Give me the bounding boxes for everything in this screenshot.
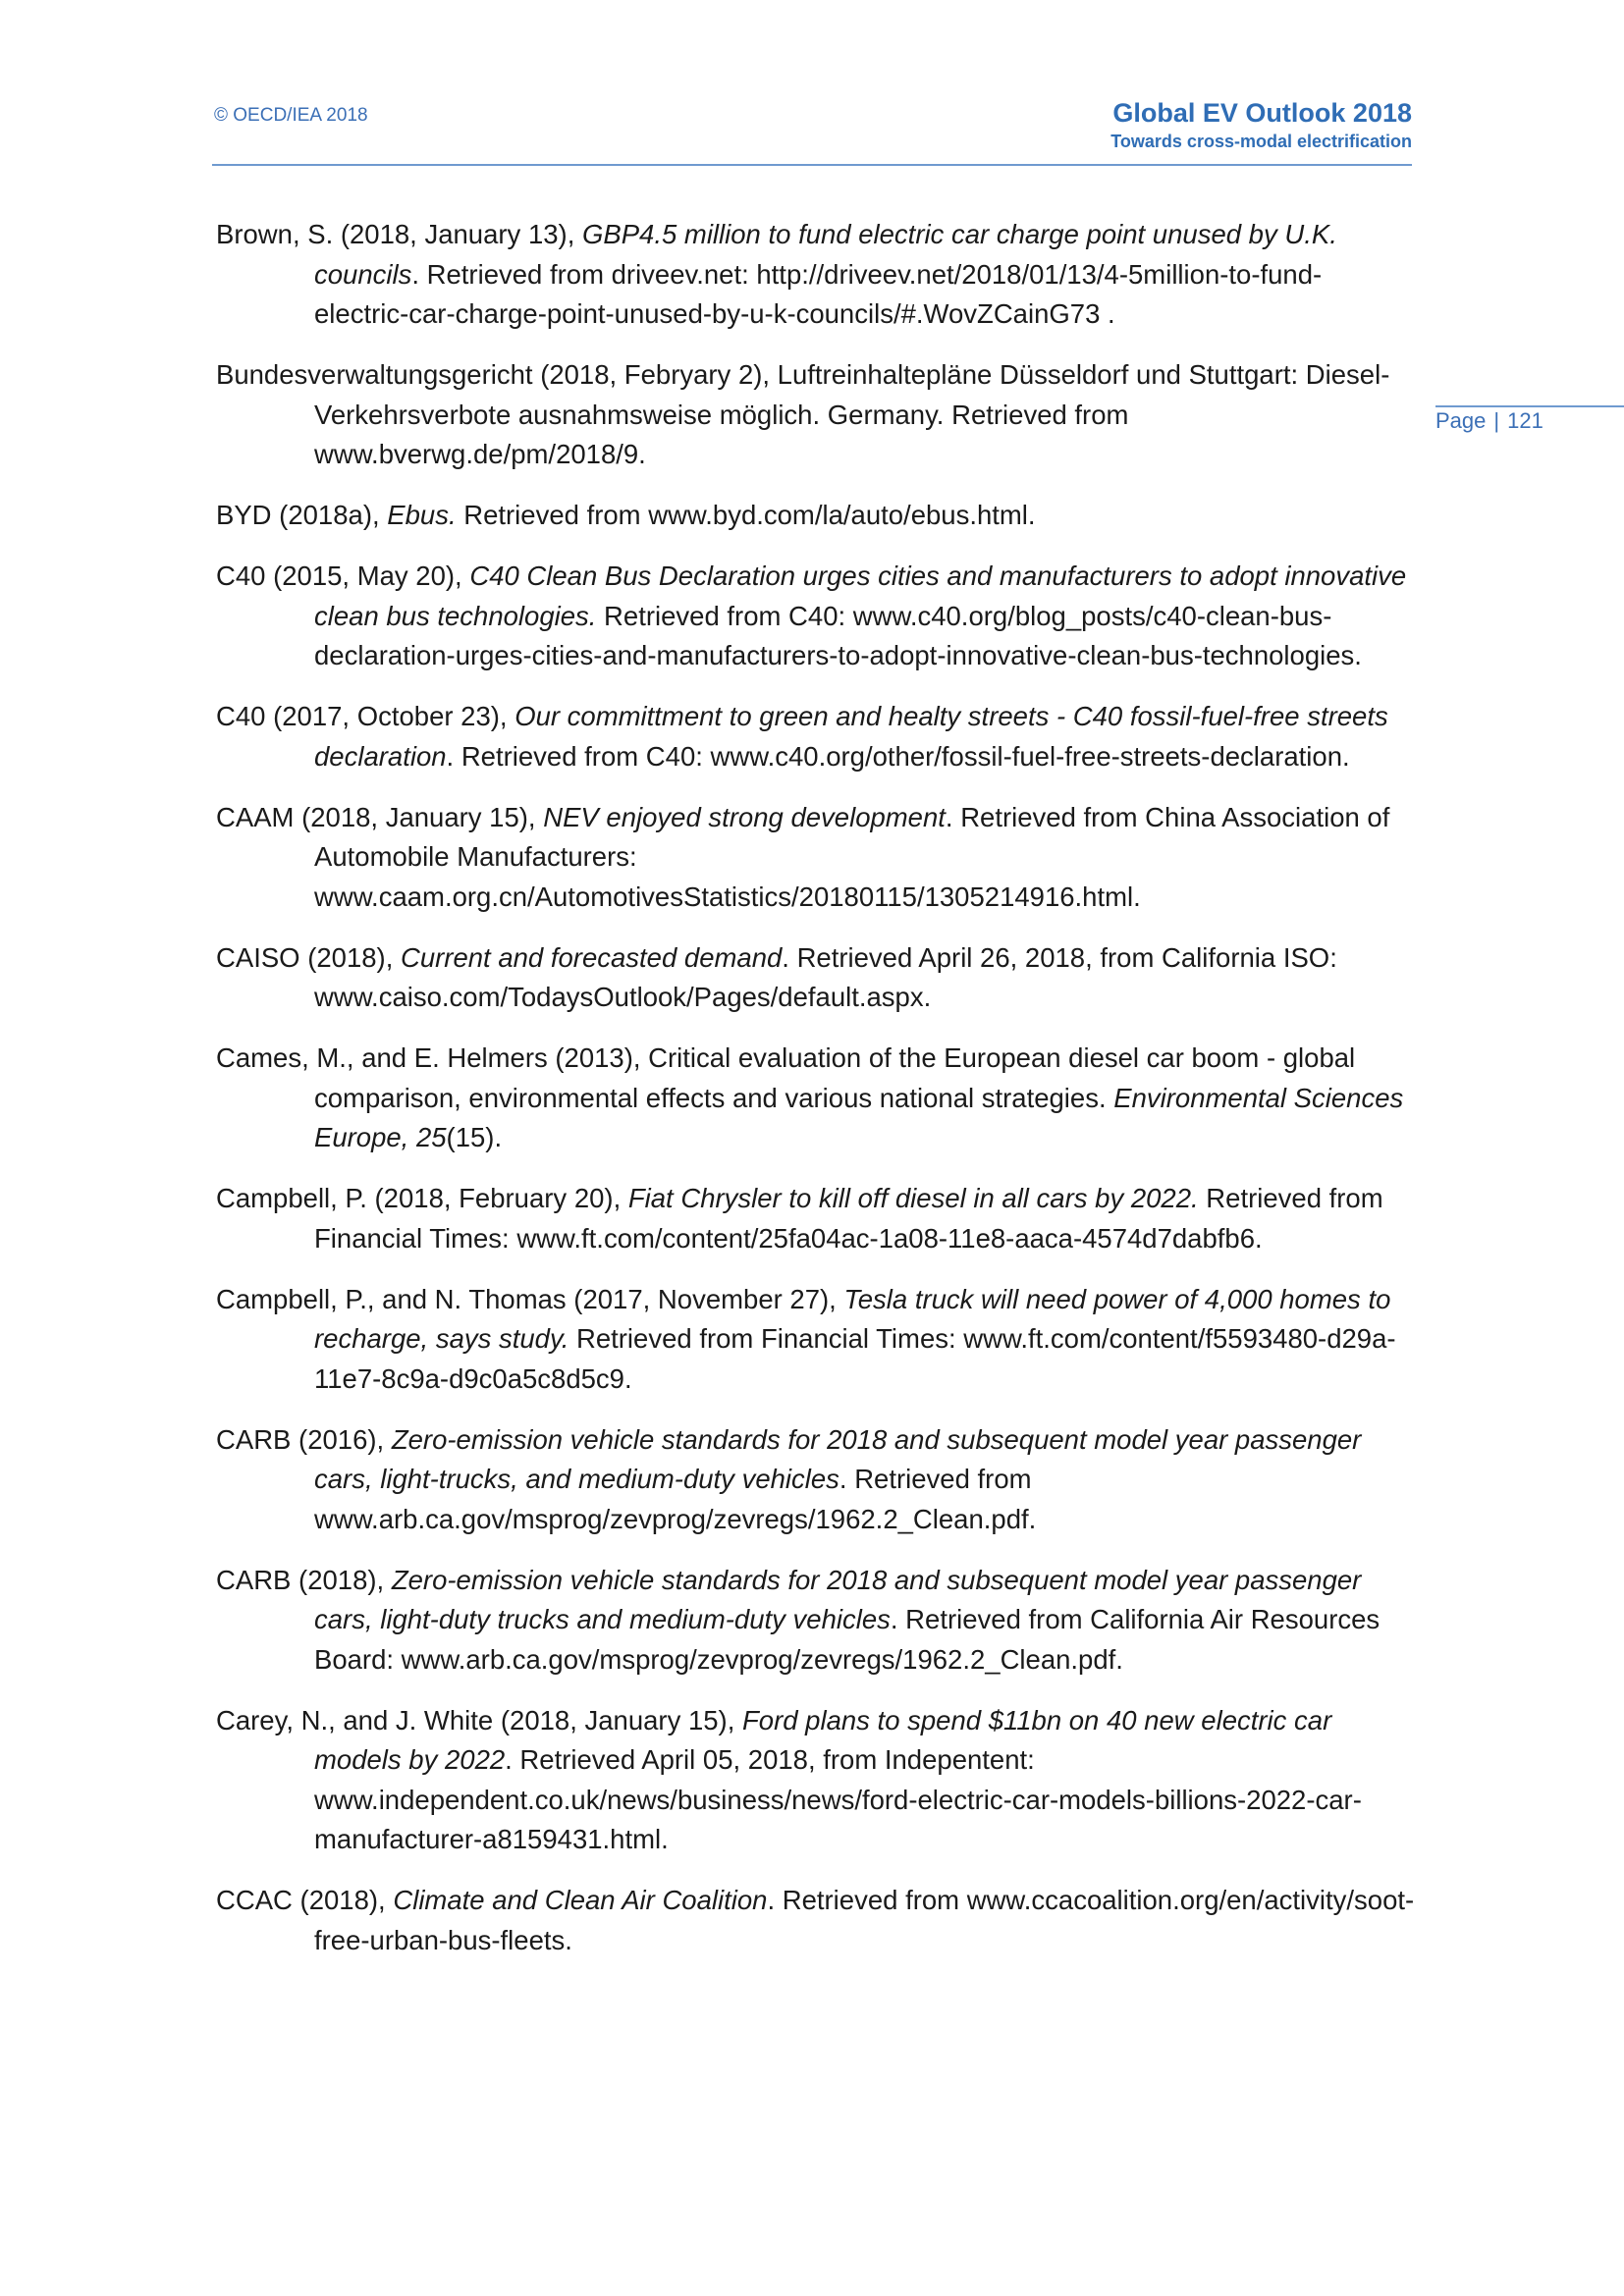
- reference-title: Ford plans to spend $11bn on 40 new electric car models by 2022: [314, 1704, 1332, 1775]
- reference-title: Climate and Clean Air Coalition: [393, 1885, 768, 1915]
- reference-title: Environmental Sciences Europe, 25: [314, 1082, 1404, 1152]
- reference-tail: . Retrieved April 26, 2018, from California ISO: www.caiso.com/TodaysOutlook/Pages/default.aspx.: [314, 941, 1337, 1012]
- reference-title: Tesla truck will need power of 4,000 homes to recharge, says study.: [314, 1283, 1391, 1354]
- reference-tail: . Retrieved from driveev.net: http://driveev.net/2018/01/13/4-5million-to-fund-electric-car-charge-point-unused-by-u-k-councils/#.WovZCainG73 .: [314, 258, 1323, 329]
- reference-list: [216, 215, 1416, 1982]
- report-header: [1110, 96, 1412, 153]
- header-divider: [212, 164, 1412, 166]
- reference-lead: Brown, S. (2018, January 13),: [216, 219, 582, 249]
- report-title: Global EV Outlook 2018: [1112, 98, 1412, 128]
- reference-tail: . Retrieved from China Association of Automobile Manufacturers: www.caam.org.cn/AutomotivesStatistics/20180115/1305214916.html.: [314, 801, 1390, 912]
- reference-entry: [216, 697, 1416, 776]
- reference-entry: [216, 1420, 1416, 1540]
- reference-lead: Campbell, P. (2018, February 20),: [216, 1183, 628, 1213]
- reference-title: Fiat Chrysler to kill off diesel in all cars by 2022.: [627, 1183, 1199, 1213]
- reference-tail: (15).: [446, 1122, 503, 1152]
- reference-lead: CAISO (2018),: [216, 941, 401, 973]
- reference-entry: [216, 215, 1416, 335]
- reference-entry: [216, 355, 1416, 475]
- reference-title: Ebus.: [387, 500, 457, 530]
- reference-tail: Retrieved from C40: www.c40.org/blog_posts/c40-clean-bus-declaration-urges-cities-and-manufacturers-to-adopt-innovative-clean-bus-technologies.: [314, 600, 1362, 670]
- page-number-divider: [1435, 405, 1624, 407]
- reference-lead: CCAC (2018),: [216, 1885, 394, 1915]
- reference-title: Current and forecasted demand: [401, 941, 783, 973]
- reference-lead: CAAM (2018, January 15),: [216, 801, 544, 832]
- reference-lead: Cames, M., and E. Helmers (2013), Critical evaluation of the European diesel car boom - global comparison, environmental effects and various national strategies.: [216, 1042, 1356, 1113]
- reference-lead: C40 (2015, May 20),: [216, 561, 470, 591]
- reference-tail: Retrieved from Financial Times: www.ft.com/content/25fa04ac-1a08-11e8-aaca-4574d7dabfb6.: [314, 1183, 1383, 1254]
- page-separator: |: [1493, 408, 1500, 433]
- reference-entry: [216, 1039, 1416, 1158]
- reference-lead: Bundesverwaltungsgericht (2018, Febryary 2), Luftreinhaltepläne Düsseldorf und Stuttgart: Diesel-Verkehrsverbote ausnahmsweise möglich. Germany. Retrieved from www.bverwg.de/pm/2018/9.: [216, 359, 1390, 469]
- reference-entry: [216, 1701, 1416, 1860]
- page-number-block: [1435, 408, 1624, 434]
- reference-lead: CARB (2016),: [216, 1423, 392, 1455]
- page-number: 121: [1507, 408, 1543, 433]
- reference-title: C40 Clean Bus Declaration urges cities and manufacturers to adopt innovative clean bus technologies.: [314, 561, 1407, 631]
- reference-tail: . Retrieved from California Air Resources Board: www.arb.ca.gov/msprog/zevprog/zevregs/1962.2_Clean.pdf.: [314, 1604, 1380, 1675]
- reference-tail: . Retrieved from www.arb.ca.gov/msprog/zevprog/zevregs/1962.2_Clean.pdf.: [314, 1464, 1037, 1534]
- reference-entry: [216, 496, 1416, 536]
- reference-entry: [216, 1881, 1416, 1960]
- reference-title: Our committment to green and healty streets - C40 fossil-fuel-free streets declaration: [314, 701, 1388, 772]
- reference-title: GBP4.5 million to fund electric car charge point unused by U.K. councils: [314, 219, 1337, 290]
- reference-entry: [216, 557, 1416, 676]
- reference-lead: C40 (2017, October 23),: [216, 701, 515, 731]
- reference-entry: [216, 798, 1416, 918]
- page-label: Page: [1435, 408, 1487, 433]
- reference-lead: Carey, N., and J. White (2018, January 15),: [216, 1704, 742, 1735]
- reference-tail: Retrieved from Financial Times: www.ft.com/content/f5593480-d29a-11e7-8c9a-d9c0a5c8d5c9.: [314, 1323, 1396, 1394]
- reference-title: Zero-emission vehicle standards for 2018 and subsequent model year passenger cars, light-trucks, and medium-duty vehicles: [314, 1423, 1362, 1494]
- reference-title: NEV enjoyed strong development: [543, 801, 946, 832]
- reference-tail: . Retrieved from www.ccacoalition.org/en/activity/soot-free-urban-bus-fleets.: [314, 1885, 1415, 1955]
- reference-entry: [216, 1179, 1416, 1258]
- reference-entry: [216, 938, 1416, 1018]
- reference-lead: Campbell, P., and N. Thomas (2017, November 27),: [216, 1283, 844, 1314]
- report-subtitle: Towards cross-modal electrification: [1110, 132, 1412, 151]
- reference-lead: CARB (2018),: [216, 1564, 392, 1595]
- reference-tail: . Retrieved April 05, 2018, from Indepentent: www.independent.co.uk/news/business/news/ford-electric-car-models-billions-2022-car-manufacturer-a8159431.html.: [314, 1744, 1362, 1854]
- reference-lead: BYD (2018a),: [216, 500, 388, 530]
- reference-title: Zero-emission vehicle standards for 2018 and subsequent model year passenger cars, light-duty trucks and medium-duty vehicles: [314, 1564, 1362, 1634]
- reference-tail: Retrieved from www.byd.com/la/auto/ebus.html.: [456, 500, 1036, 530]
- reference-entry: [216, 1561, 1416, 1681]
- reference-entry: [216, 1280, 1416, 1400]
- copyright-notice: © OECD/IEA 2018: [214, 105, 368, 126]
- reference-tail: . Retrieved from C40: www.c40.org/other/fossil-fuel-free-streets-declaration.: [446, 740, 1350, 772]
